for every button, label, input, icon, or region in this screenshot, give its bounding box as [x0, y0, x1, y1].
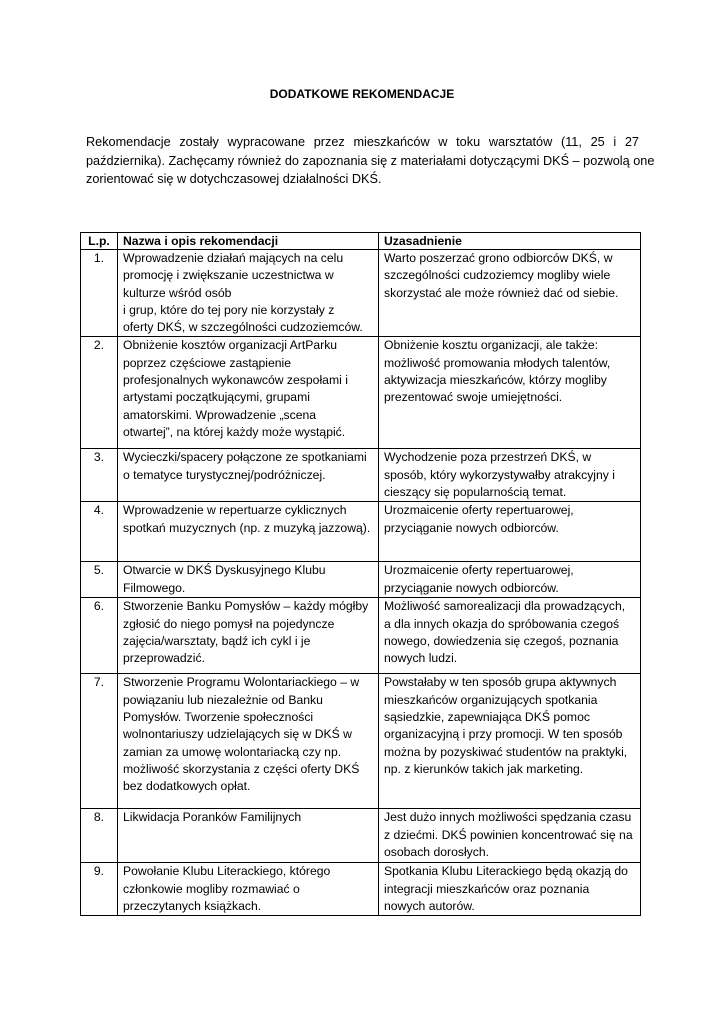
recommendation-text-line: Powołanie Klubu Literackiego, którego [123, 864, 331, 879]
justification-text-line: sposób, który wykorzystywałby atrakcyjny i [384, 467, 615, 482]
justification-cell [379, 674, 641, 809]
recommendation-text-line: promocję i zwiększanie uczestnictwa w [123, 268, 334, 283]
table-row [81, 562, 641, 598]
recommendation-text-line: Stworzenie Banku Pomysłów – każdy mógłby [123, 599, 369, 614]
recommendation-name-cell [118, 598, 379, 674]
justification-text-line: Spotkania Klubu Literackiego będą okazją do [384, 864, 628, 879]
recommendation-text-line: przeprowadzić. [123, 651, 205, 666]
justification-cell [379, 562, 641, 598]
justification-text-line: Jest dużo innych możliwości spędzania czasu [384, 810, 632, 825]
table-row [81, 863, 641, 916]
table-body [81, 250, 641, 916]
justification-text-line: nowych ludzi. [384, 651, 458, 666]
recommendation-text-line: kulturze wśród osób [123, 285, 232, 300]
justification-text-line: integracji mieszkańców oraz poznania [384, 881, 590, 896]
table-row [81, 449, 641, 502]
recommendation-text-line: profesjonalnych wykonawców zespołami i [123, 373, 348, 388]
row-number: 2. [81, 337, 118, 449]
recommendation-text-line: spotkań muzycznych (np. z muzyką jazzową). [123, 520, 371, 535]
justification-text-line: Obniżenie kosztu organizacji, ale także: [384, 338, 599, 353]
row-number: 1. [81, 250, 118, 337]
recommendation-text-line: możliwość skorzystania z części oferty DKŚ [123, 761, 360, 776]
recommendation-text-line: członkowie mogliby rozmawiać o [123, 881, 300, 896]
justification-cell [379, 502, 641, 562]
recommendation-text-line: poprzez częściowe zastąpienie [123, 355, 292, 370]
justification-cell [379, 337, 641, 449]
header-justification: Uzasadnienie [379, 233, 641, 250]
justification-text-line: organizacyjną i przy promocji. W ten sposób [384, 727, 623, 742]
row-number: 7. [81, 674, 118, 809]
recommendation-text-line: Pomysłów. Tworzenie społeczności [123, 709, 314, 724]
recommendation-text-line: przeczytanych książkach. [123, 898, 262, 913]
justification-text-line: a dla innych okazja do spróbowania czegoś [384, 616, 620, 631]
row-number: 5. [81, 562, 118, 598]
justification-text-line: aktywizacja mieszkańców, którzy mogliby [384, 373, 607, 388]
justification-cell [379, 449, 641, 502]
justification-cell [379, 863, 641, 916]
justification-text-line: sąsiedzkie, zapewniająca DKŚ pomoc [384, 709, 590, 724]
recommendation-text-line: Likwidacja Poranków Familijnych [123, 810, 302, 825]
page-title: DODATKOWE REKOMENDACJE [269, 87, 455, 101]
table-row [81, 598, 641, 674]
recommendation-text-line: powiązaniu lub niezależnie od Banku [123, 692, 323, 707]
recommendation-name-cell [118, 863, 379, 916]
intro-line: zorientować się w dotychczasowej działalności DKŚ. [86, 172, 382, 186]
justification-text-line: Urozmaicenie oferty repertuarowej, [384, 563, 574, 578]
justification-text-line: Warto poszerzać grono odbiorców DKŚ, w [384, 251, 613, 265]
justification-text-line: cieszący się popularnością temat. [384, 485, 567, 500]
row-number: 4. [81, 502, 118, 562]
justification-text-line: Urozmaicenie oferty repertuarowej, [384, 503, 574, 518]
recommendation-text-line: bez dodatkowych opłat. [123, 779, 251, 794]
row-number: 9. [81, 863, 118, 916]
recommendation-text-line: Wprowadzenie w repertuarze cyklicznych [123, 503, 347, 518]
justification-text-line: szczególności cudzoziemcy mogliby wiele [384, 268, 611, 283]
table-row [81, 674, 641, 809]
recommendation-text-line: wolnontariuszy udzielających się w DKŚ w [123, 727, 352, 742]
recommendation-name-cell [118, 562, 379, 598]
recommendation-text-line: Obniżenie kosztów organizacji ArtParku [123, 338, 338, 353]
intro-line: października). Zachęcamy również do zapoznania się z materiałami dotyczącymi DKŚ – pozwolą one [86, 153, 655, 168]
recommendation-text-line: zajęcia/warsztaty, bądź ich cykl i je [123, 633, 311, 648]
justification-text-line: Możliwość samorealizacji dla prowadzących, [384, 599, 626, 614]
recommendations-table [80, 232, 641, 916]
justification-text-line: możliwość promowania młodych talentów, [384, 355, 611, 370]
recommendation-text-line: o tematyce turystycznej/podróżniczej. [123, 467, 326, 482]
justification-text-line: skorzystać ale może również dać od siebie. [384, 285, 619, 300]
recommendation-text-line: zamian za umowę wolontariacką czy np. [123, 744, 342, 759]
intro-paragraph [86, 133, 655, 189]
justification-text-line: nowych autorów. [384, 898, 475, 913]
recommendation-name-cell [118, 674, 379, 809]
table-row [81, 337, 641, 449]
recommendation-text-line: otwartej”, na której każdy może wystąpić. [123, 424, 346, 439]
recommendation-text-line: Stworzenie Programu Wolontariackiego – w [123, 675, 360, 690]
recommendation-text-line: Otwarcie w DKŚ Dyskusyjnego Klubu [123, 563, 326, 578]
justification-text-line: Powstałaby w ten sposób grupa aktywnych [384, 675, 617, 690]
recommendation-text-line: Wprowadzenie działań mających na celu [123, 251, 344, 265]
table-header-row [81, 233, 641, 250]
justification-text-line: np. z kierunków takich jak marketing. [384, 761, 584, 776]
row-number: 3. [81, 449, 118, 502]
row-number: 6. [81, 598, 118, 674]
intro-line: Rekomendacje zostały wypracowane przez mieszkańców w toku warsztatów (11, 25 i 27 [86, 135, 639, 149]
justification-cell [379, 598, 641, 674]
recommendation-name-cell [118, 337, 379, 449]
header-lp: L.p. [81, 233, 118, 250]
table-row [81, 809, 641, 863]
recommendation-name-cell [118, 449, 379, 502]
recommendation-text-line: artystami początkującymi, grupami [123, 390, 310, 405]
table-row [81, 502, 641, 562]
recommendation-text-line: i grup, które do tej pory nie korzystały z [123, 302, 335, 317]
recommendation-name-cell [118, 809, 379, 863]
header-name: Nazwa i opis rekomendacji [118, 233, 379, 250]
recommendation-text-line: oferty DKŚ, w szczególności cudzoziemców. [123, 320, 363, 335]
justification-text-line: przyciąganie nowych odbiorców. [384, 520, 559, 535]
row-number: 8. [81, 809, 118, 863]
justification-text-line: nowego, dowiedzenia się czegoś, poznania [384, 633, 619, 648]
justification-cell [379, 250, 641, 337]
recommendation-text-line: Wycieczki/spacery połączone ze spotkaniami [123, 450, 367, 465]
justification-cell [379, 809, 641, 863]
justification-text-line: z dziećmi. DKŚ powinien koncentrować się na [384, 827, 633, 842]
recommendation-name-cell [118, 250, 379, 337]
justification-text-line: przyciąganie nowych odbiorców. [384, 580, 559, 595]
justification-text-line: Wychodzenie poza przestrzeń DKŚ, w [384, 450, 592, 465]
justification-text-line: osobach dorosłych. [384, 844, 490, 859]
justification-text-line: mieszkańców organizujących spotkania [384, 692, 598, 707]
recommendation-text-line: Filmowego. [123, 580, 186, 595]
recommendation-name-cell [118, 502, 379, 562]
recommendation-text-line: amatorskimi. Wprowadzenie „scena [123, 407, 317, 422]
recommendation-text-line: zgłosić do niego pomysł na pojedyncze [123, 616, 335, 631]
justification-text-line: można by pozyskiwać studentów na praktyki, [384, 744, 628, 759]
table-row [81, 250, 641, 337]
justification-text-line: prezentować swoje umiejętności. [384, 390, 563, 405]
